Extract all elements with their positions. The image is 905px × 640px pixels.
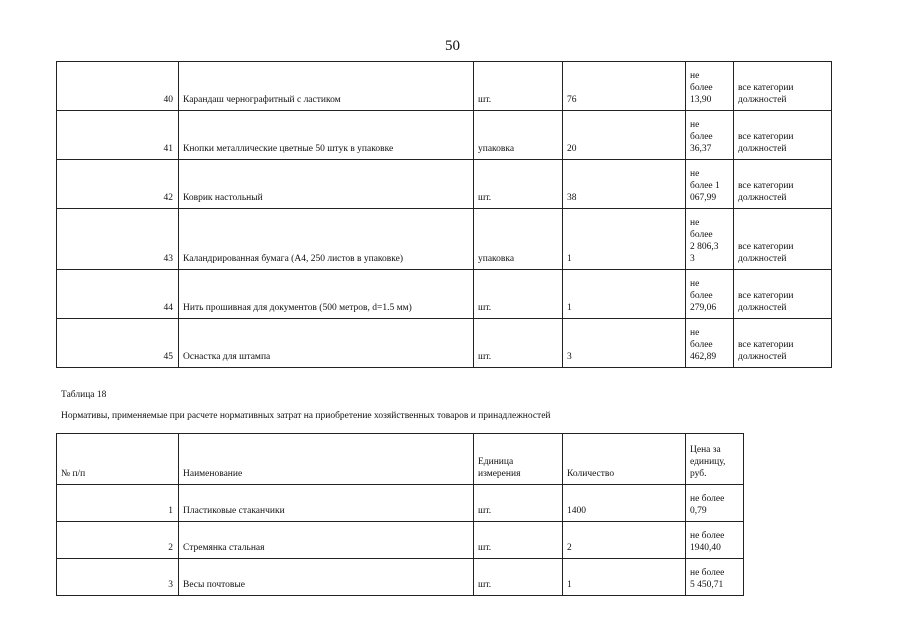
item-unit: упаковка bbox=[474, 209, 563, 270]
item-quantity: 38 bbox=[563, 160, 686, 209]
item-category bbox=[734, 62, 832, 111]
item-price bbox=[686, 485, 744, 522]
table-row bbox=[57, 270, 832, 319]
item-category bbox=[734, 160, 832, 209]
header-num: № п/п bbox=[57, 434, 179, 485]
price-line: не более bbox=[690, 568, 725, 578]
item-name: Каландрированная бумага (А4, 250 листов в упаковке) bbox=[179, 209, 474, 270]
table-row bbox=[57, 62, 832, 111]
row-number: 42 bbox=[57, 160, 179, 209]
item-unit: шт. bbox=[474, 522, 563, 559]
page-number: 50 bbox=[445, 38, 460, 54]
price-line: не bbox=[690, 218, 700, 228]
item-unit: шт. bbox=[474, 270, 563, 319]
price-line: 36,37 bbox=[690, 144, 712, 154]
table-description: Нормативы, применяемые при расчете нормативных затрат на приобретение хозяйственных товаров и принадлежностей bbox=[61, 411, 551, 421]
category-line: все категории bbox=[738, 340, 794, 350]
table-row bbox=[57, 111, 832, 160]
header-qty: Количество bbox=[563, 434, 686, 485]
item-quantity: 20 bbox=[563, 111, 686, 160]
price-line: 279,06 bbox=[690, 303, 717, 313]
row-number: 40 bbox=[57, 62, 179, 111]
item-unit: шт. bbox=[474, 559, 563, 596]
category-line: все категории bbox=[738, 132, 794, 142]
price-line: не bbox=[690, 279, 700, 289]
price-line: более bbox=[690, 230, 713, 240]
price-line: не bbox=[690, 120, 700, 130]
price-line: не bbox=[690, 328, 700, 338]
header-price-line: Цена за bbox=[690, 445, 721, 455]
category-line: все категории bbox=[738, 291, 794, 301]
item-quantity: 1 bbox=[563, 270, 686, 319]
item-unit: шт. bbox=[474, 319, 563, 368]
item-category bbox=[734, 270, 832, 319]
item-name: Нить прошивная для документов (500 метров, d=1.5 мм) bbox=[179, 270, 474, 319]
header-price bbox=[686, 434, 744, 485]
category-line: должностей bbox=[738, 95, 787, 105]
table-row bbox=[57, 485, 744, 522]
item-quantity: 3 bbox=[563, 319, 686, 368]
item-price bbox=[686, 270, 734, 319]
item-price bbox=[686, 111, 734, 160]
item-quantity: 1 bbox=[563, 209, 686, 270]
category-line: все категории bbox=[738, 83, 794, 93]
header-unit-line: измерения bbox=[478, 469, 521, 479]
item-category bbox=[734, 111, 832, 160]
item-price bbox=[686, 319, 734, 368]
table-row bbox=[57, 160, 832, 209]
header-unit-line: Единица bbox=[478, 457, 514, 467]
header-price-line: руб. bbox=[690, 469, 707, 479]
price-line: 5 450,71 bbox=[690, 580, 724, 590]
price-line: 2 806,3 bbox=[690, 242, 719, 252]
price-line: 1940,40 bbox=[690, 543, 721, 553]
item-unit: шт. bbox=[474, 160, 563, 209]
table-row bbox=[57, 559, 744, 596]
table-header-row bbox=[57, 434, 744, 485]
category-line: должностей bbox=[738, 352, 787, 362]
item-price bbox=[686, 62, 734, 111]
row-number: 2 bbox=[57, 522, 179, 559]
price-line: 462,89 bbox=[690, 352, 717, 362]
item-price bbox=[686, 559, 744, 596]
item-name: Оснастка для штампа bbox=[179, 319, 474, 368]
price-line: не более bbox=[690, 531, 725, 541]
category-line: должностей bbox=[738, 303, 787, 313]
price-line: 3 bbox=[690, 254, 695, 264]
price-line: более bbox=[690, 132, 713, 142]
item-unit: шт. bbox=[474, 485, 563, 522]
price-line: 13,90 bbox=[690, 95, 712, 105]
table-row bbox=[57, 319, 832, 368]
price-line: 067,99 bbox=[690, 193, 717, 203]
item-quantity: 2 bbox=[563, 522, 686, 559]
price-line: более bbox=[690, 83, 713, 93]
header-name: Наименование bbox=[179, 434, 474, 485]
item-quantity: 1 bbox=[563, 559, 686, 596]
row-number: 3 bbox=[57, 559, 179, 596]
price-line: не bbox=[690, 71, 700, 81]
item-quantity: 76 bbox=[563, 62, 686, 111]
item-quantity: 1400 bbox=[563, 485, 686, 522]
row-number: 45 bbox=[57, 319, 179, 368]
norms-table-continued bbox=[56, 61, 832, 368]
item-name: Пластиковые стаканчики bbox=[179, 485, 474, 522]
price-line: не более bbox=[690, 494, 725, 504]
row-number: 44 bbox=[57, 270, 179, 319]
item-unit: шт. bbox=[474, 62, 563, 111]
header-unit bbox=[474, 434, 563, 485]
item-category bbox=[734, 319, 832, 368]
category-line: все категории bbox=[738, 181, 794, 191]
category-line: должностей bbox=[738, 254, 787, 264]
item-name: Весы почтовые bbox=[179, 559, 474, 596]
item-price bbox=[686, 160, 734, 209]
price-line: не bbox=[690, 169, 700, 179]
norms-table-18 bbox=[56, 433, 744, 596]
table-row bbox=[57, 209, 832, 270]
item-price bbox=[686, 522, 744, 559]
table-caption: Таблица 18 bbox=[61, 390, 107, 400]
category-line: должностей bbox=[738, 193, 787, 203]
row-number: 43 bbox=[57, 209, 179, 270]
row-number: 41 bbox=[57, 111, 179, 160]
item-price bbox=[686, 209, 734, 270]
category-line: должностей bbox=[738, 144, 787, 154]
category-line: все категории bbox=[738, 242, 794, 252]
table-row bbox=[57, 522, 744, 559]
item-name: Кнопки металлические цветные 50 штук в упаковке bbox=[179, 111, 474, 160]
price-line: более 1 bbox=[690, 181, 720, 191]
header-price-line: единицу, bbox=[690, 457, 726, 467]
item-category bbox=[734, 209, 832, 270]
item-unit: упаковка bbox=[474, 111, 563, 160]
row-number: 1 bbox=[57, 485, 179, 522]
item-name: Коврик настольный bbox=[179, 160, 474, 209]
price-line: более bbox=[690, 340, 713, 350]
item-name: Карандаш чернографитный с ластиком bbox=[179, 62, 474, 111]
item-name: Стремянка стальная bbox=[179, 522, 474, 559]
price-line: более bbox=[690, 291, 713, 301]
price-line: 0,79 bbox=[690, 506, 707, 516]
